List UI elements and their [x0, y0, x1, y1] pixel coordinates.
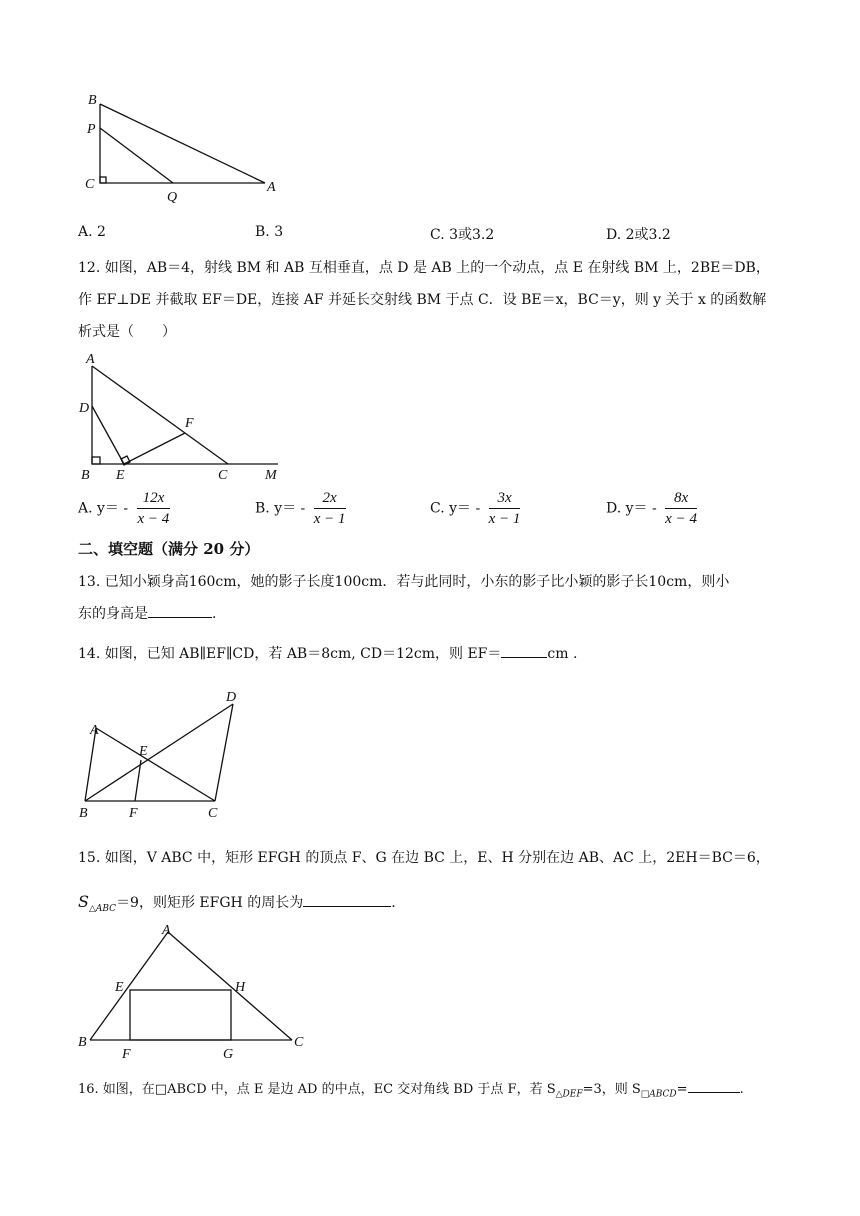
- q11-option-c: C. 3或3.2: [430, 227, 495, 243]
- q11-option-a: A. 2: [78, 224, 106, 240]
- q14-text: [78, 638, 808, 670]
- q12-line-3: 析式是（ ）: [78, 324, 176, 340]
- q12-option-a-prefix: A. y＝ -: [78, 500, 129, 517]
- q16-text-a: 16. 如图，在□ABCD 中，点 E 是边 AD 的中点，EC 交对角线 BD 于点 F，若 S: [78, 1082, 556, 1097]
- q12-line-2: 作 EF⊥DE 并截取 EF＝DE，连接 AF 并延长交射线 BM 于点 C．设 BE＝x，BC＝y，则 y 关于 x 的函数解: [78, 292, 767, 308]
- q12-text: [78, 252, 808, 348]
- label-A: A: [86, 352, 95, 367]
- label-A: A: [162, 923, 171, 938]
- label-G: G: [223, 1047, 234, 1062]
- q16-answer-blank[interactable]: [688, 1092, 740, 1093]
- label-C: C: [218, 468, 228, 483]
- q15-line-2-end: .: [391, 895, 396, 911]
- q16-subscript-1: △DEF: [555, 1089, 583, 1100]
- q16-text-end: .: [739, 1082, 744, 1097]
- q16-text-b: =3，则 S: [582, 1082, 641, 1097]
- q11-option-d: D. 2或3.2: [606, 227, 671, 243]
- q12-option-d: [606, 488, 697, 529]
- denominator: x − 4: [665, 511, 697, 527]
- q14-question: 14. 如图，已知 AB∥EF∥CD，若 AB＝8cm, CD＝12cm，则 EF＝: [78, 646, 502, 662]
- q12-option-c-fraction: [489, 488, 521, 529]
- denominator: x − 1: [488, 511, 521, 527]
- numerator: 2x: [314, 488, 346, 509]
- q15-line-1: 15. 如图，V ABC 中，矩形 EFGH 的顶点 F、G 在边 BC 上，E、H 分别在边 AB、AC 上，2EH＝BC＝6，: [78, 850, 770, 866]
- q12-option-d-prefix: D. y＝ -: [606, 500, 657, 517]
- label-F: F: [122, 1047, 131, 1062]
- q12-option-b-fraction: [314, 488, 346, 529]
- q11-figure: [80, 88, 290, 203]
- numerator: 3x: [489, 488, 521, 509]
- q13-text: [78, 566, 808, 630]
- q15-figure: [78, 918, 318, 1063]
- label-Q: Q: [167, 190, 178, 205]
- q14-figure: [78, 684, 258, 824]
- label-B: B: [88, 93, 97, 108]
- numerator: 12x: [137, 488, 171, 509]
- label-P: P: [87, 122, 96, 137]
- q16-text: [78, 1074, 808, 1111]
- q13-line-2: [78, 598, 808, 630]
- label-D: D: [226, 690, 237, 705]
- label-A: A: [90, 723, 99, 738]
- q12-option-a-fraction: [137, 488, 171, 529]
- q12-option-b: [255, 488, 346, 529]
- q13-line-2-text: 东的身高是: [78, 606, 148, 622]
- label-C: C: [85, 177, 95, 192]
- q13-answer-blank[interactable]: [148, 617, 212, 618]
- q12-option-c-prefix: C. y＝ -: [430, 500, 481, 517]
- label-B: B: [78, 1035, 87, 1050]
- section-2-title: 二、填空题（满分 20 分）: [78, 540, 260, 558]
- q12-option-d-fraction: [665, 488, 697, 529]
- q12-figure: [78, 348, 288, 483]
- q15-line-2-text: ＝9，则矩形 EFGH 的周长为: [116, 895, 304, 911]
- label-E: E: [116, 468, 125, 483]
- label-B: B: [79, 806, 88, 821]
- label-A: A: [267, 180, 276, 195]
- q12-option-c: [430, 488, 520, 529]
- label-F: F: [185, 416, 194, 431]
- q12-line-1: 12. 如图，AB＝4，射线 BM 和 AB 互相垂直，点 D 是 AB 上的一个动点，点 E 在射线 BM 上，2BE＝DB，: [78, 260, 770, 276]
- q11-option-b: B. 3: [255, 224, 284, 240]
- denominator: x − 4: [137, 511, 170, 527]
- label-C: C: [208, 806, 218, 821]
- q15-text: [78, 836, 808, 931]
- q15-s-subscript: △ABC: [88, 903, 117, 914]
- q16-subscript-2: □ABCD: [640, 1089, 677, 1100]
- denominator: x − 1: [313, 511, 346, 527]
- q12-option-a: [78, 488, 170, 529]
- label-F: F: [129, 806, 138, 821]
- q14-unit: cm .: [547, 646, 578, 662]
- label-E: E: [115, 980, 124, 995]
- label-H: H: [235, 980, 246, 995]
- label-B: B: [81, 468, 90, 483]
- q13-line-2-end: .: [212, 606, 217, 622]
- label-E: E: [139, 744, 148, 759]
- q12-option-b-prefix: B. y＝ -: [255, 500, 306, 517]
- q16-text-c: =: [676, 1082, 688, 1097]
- q15-s-symbol: S: [78, 892, 89, 911]
- label-D: D: [79, 401, 90, 416]
- label-C: C: [294, 1035, 304, 1050]
- q13-line-1: 13. 已知小颖身高160cm，她的影子长度100cm．若与此同时，小东的影子比小颖的影子长10cm，则小: [78, 574, 730, 590]
- numerator: 8x: [665, 488, 697, 509]
- q15-answer-blank[interactable]: [303, 906, 391, 907]
- q14-answer-blank[interactable]: [501, 657, 547, 658]
- label-M: M: [265, 468, 277, 483]
